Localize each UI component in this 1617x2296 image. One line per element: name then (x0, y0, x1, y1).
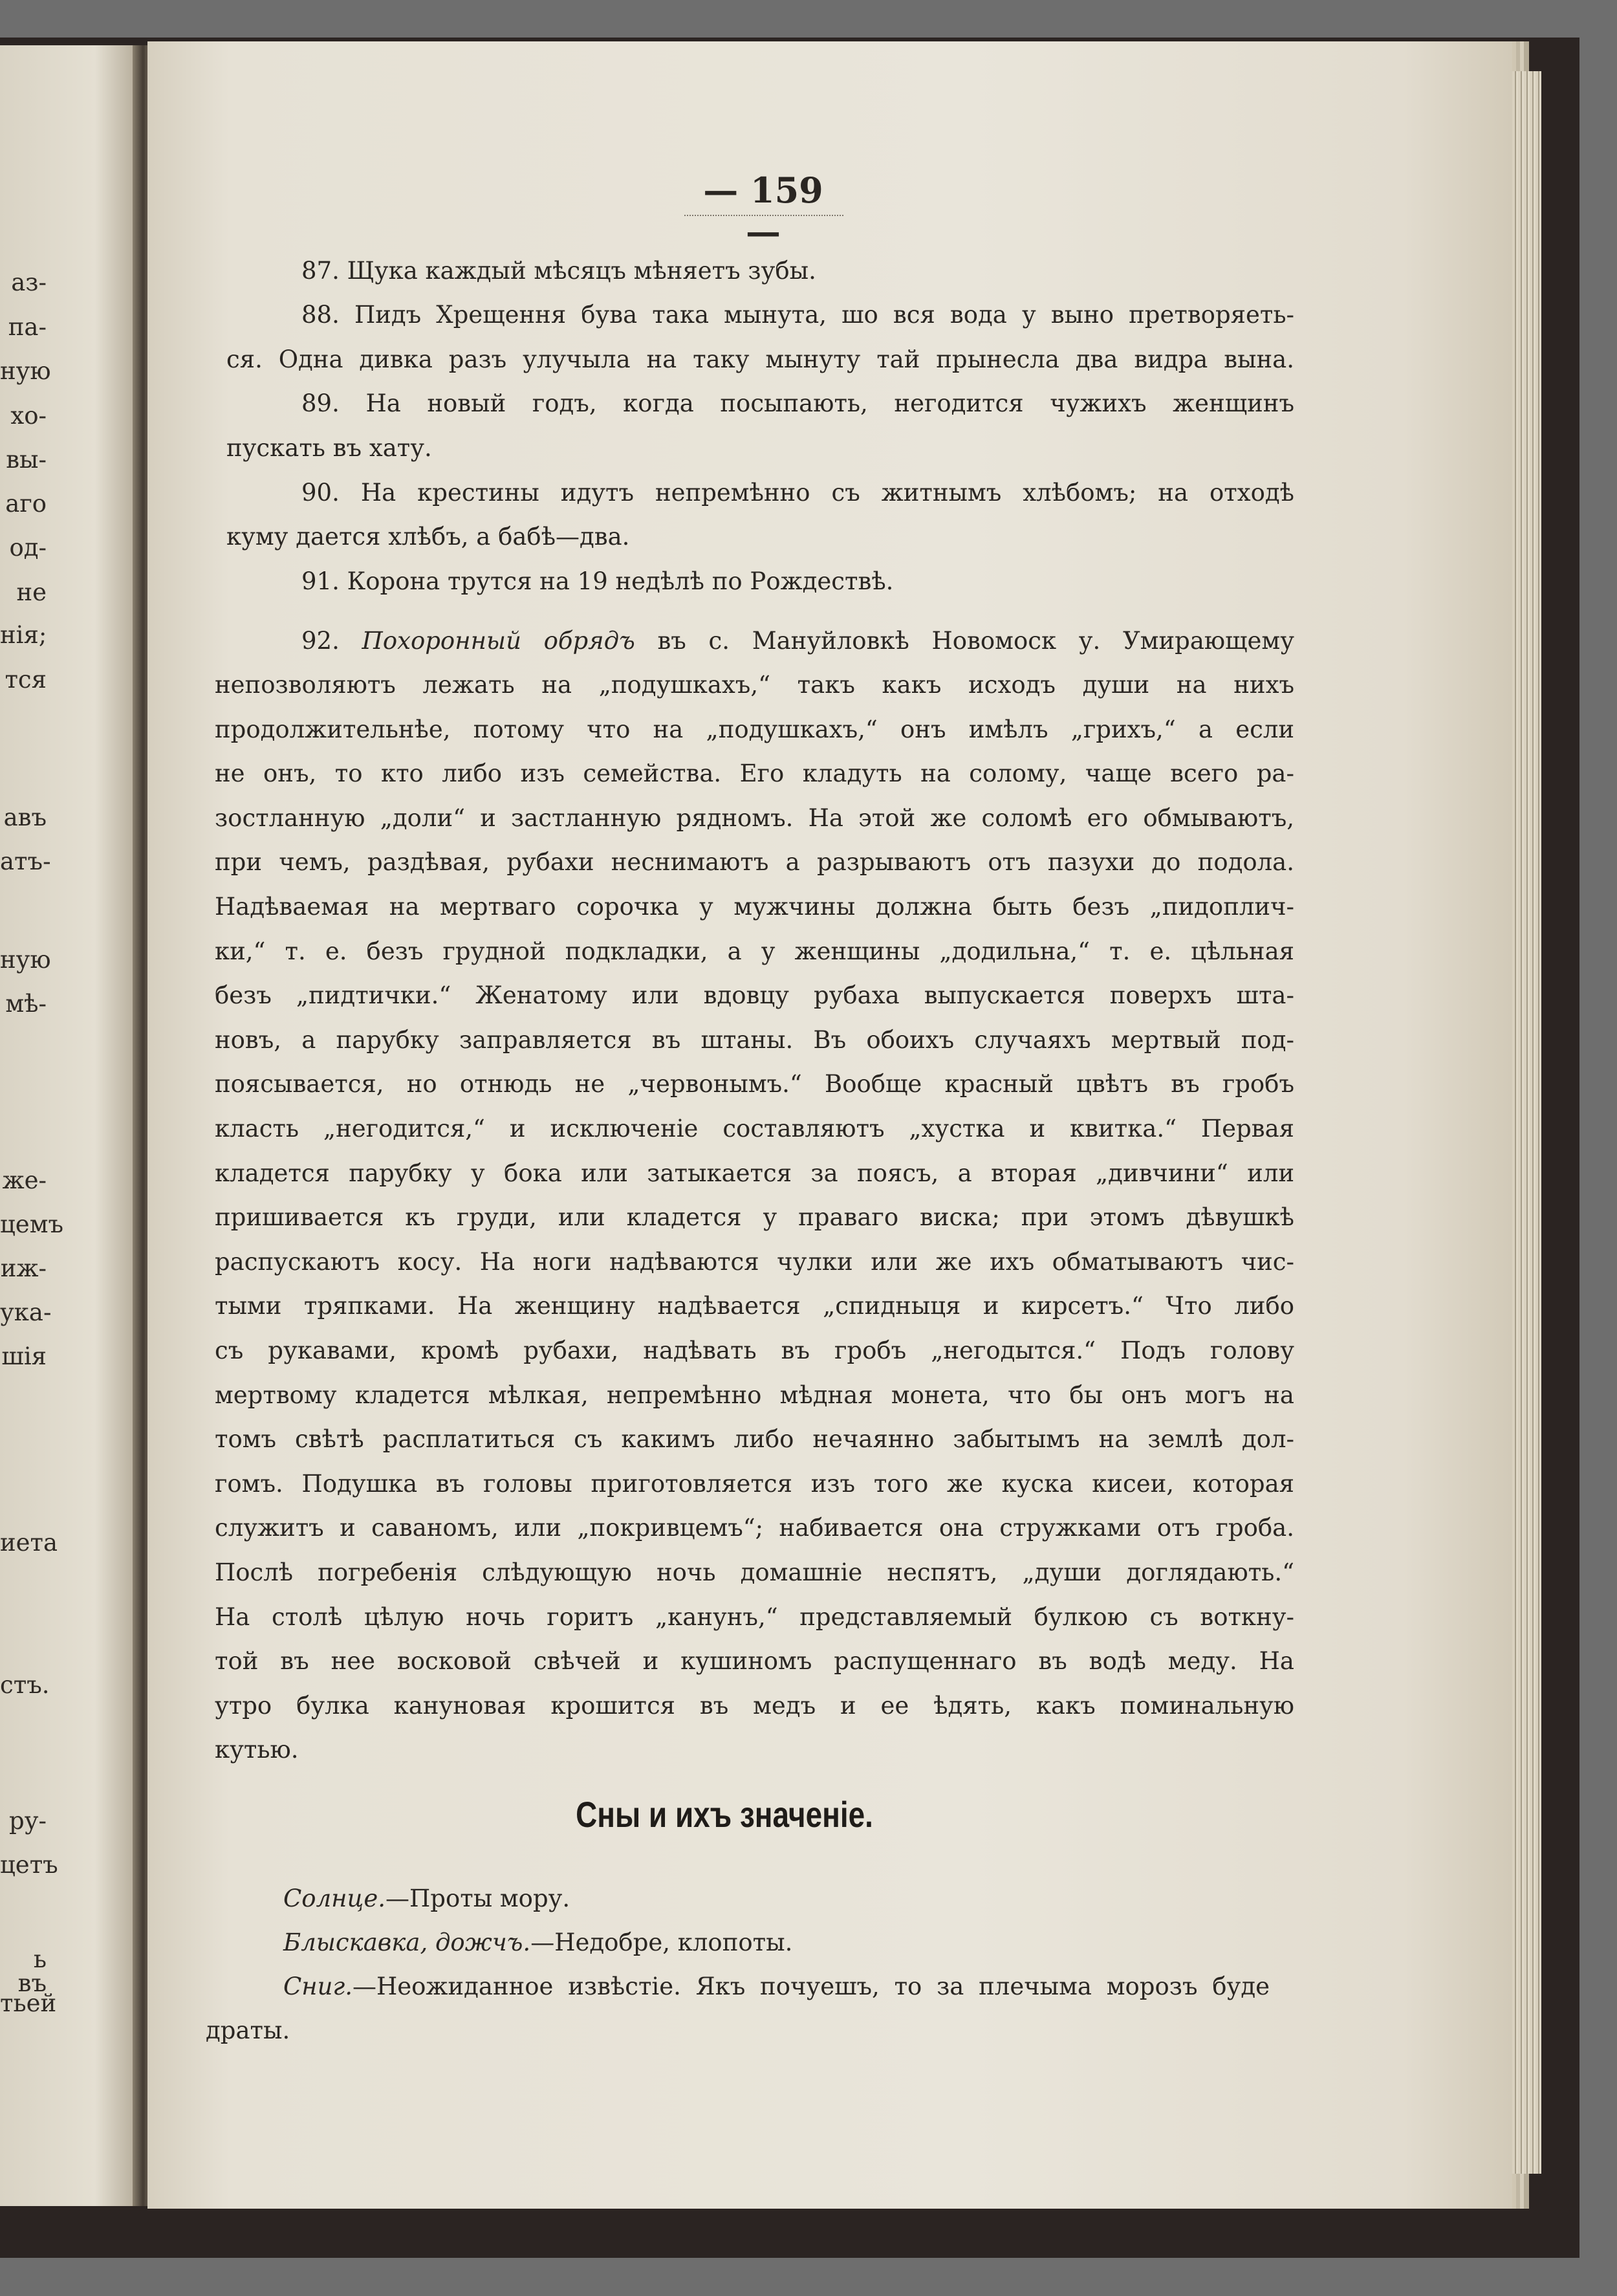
item-line: 87. Щука каждый мѣсяцъ мѣняетъ зубы. (301, 257, 816, 285)
left-page-fragment: шія (1, 1342, 47, 1370)
item-92-line: распускаютъ косу. На ноги надѣваются чулки или же ихъ обматываютъ чис- (215, 1247, 1294, 1276)
item-line: 91. Корона трутся на 19 недѣлѣ по Рождествѣ. (301, 567, 894, 595)
item-92-line: тыми тряпками. На женщину надѣвается „спидныця и кирсетъ.“ Что либо (215, 1292, 1294, 1320)
item-92-number: 92. (301, 627, 340, 655)
item-92-line: поясывается, но отнюдь не „червонымъ.“ Вообще красный цвѣтъ въ гробъ (215, 1070, 1294, 1099)
left-page-fragment: па- (8, 313, 47, 341)
item-line: куму дается хлѣбъ, а бабѣ—два. (226, 523, 630, 551)
item-92-line: при чемъ, раздѣвая, рубахи неснимаютъ а разрываютъ отъ пазухи до подола. (215, 848, 1294, 877)
item-92-line: не онъ, то кто либо изъ семейства. Его кладуть на солому, чаще всего ра- (215, 760, 1294, 788)
item-92-line: томъ свѣтѣ расплатиться съ какимъ либо нечаянно забытымъ на землѣ дол- (215, 1425, 1294, 1454)
item-92-first-line-rest: въ с. Мануйловкѣ Новомоск у. Умирающему (657, 627, 1294, 655)
left-page-fragment: авъ (3, 804, 47, 831)
item-92-line: пришивается къ груди, или кладется у праваго виска; при этомъ дѣвушкѣ (215, 1203, 1294, 1232)
left-page-fragment: иж- (0, 1254, 47, 1282)
left-page-fragment: цемъ (0, 1210, 64, 1238)
item-92-line: безъ „пидтички.“ Женатому или вдовцу рубаха выпускается поверхъ шта- (215, 981, 1294, 1010)
item-92-line: класть „негодится,“ и исключеніе составляютъ „хустка и квитка.“ Первая (215, 1115, 1294, 1143)
dream-entry (283, 1930, 792, 1954)
item-92-line: Послѣ погребенія слѣдующую ночь домашніе неспятъ, „души доглядають.“ (215, 1558, 1294, 1586)
left-page-fragment: тьей (0, 1989, 57, 2017)
left-page-fragment: ь въ (17, 1945, 47, 1997)
page-stack-edges (1512, 71, 1541, 2174)
item-92-line: непозволяютъ лежать на „подушкахъ,“ такъ какъ исходъ души на нихъ (215, 671, 1294, 699)
item-92-line: утро булка кануновая крошится въ медъ и ее ѣдять, какъ поминальную (215, 1691, 1294, 1720)
left-page-fragment: мѣ- (5, 990, 47, 1018)
item-92-line: зостланную „доли“ и застланную рядномъ. На этой же соломѣ его обмываютъ, (215, 804, 1294, 832)
dream-meaning: —Недобре, клопоты. (530, 1929, 793, 1956)
left-page-fragment: же- (2, 1166, 47, 1194)
binding-shadow (146, 45, 147, 2200)
item-line: пускать въ хату. (226, 434, 432, 462)
page-number: — 159 — (703, 169, 823, 252)
item-92-line: Надѣваемая на мертваго сорочка у мужчины должна быть безъ „пидоплич- (215, 893, 1294, 921)
item-92-line: ки,“ т. е. безъ грудной подкладки, а у женщины „додильна,“ т. е. цѣльная (215, 937, 1294, 965)
left-page-fragment: вы- (6, 446, 47, 474)
item-92-line: новъ, а парубку заправляется въ штаны. Въ обоихъ случаяхъ мертвый под- (215, 1025, 1294, 1054)
left-page-fragment: цетъ (0, 1851, 58, 1879)
item-92-line: съ рукавами, кромѣ рубахи, надѣвать въ гробъ „негодытся.“ Подъ голову (215, 1337, 1294, 1364)
item-92-line: кладется парубку у бока или затыкается за поясъ, а вторая „дивчини“ или (215, 1159, 1294, 1187)
dream-continuation: драты. (206, 2017, 290, 2044)
left-page-fragment: не (16, 578, 47, 606)
left-page-fragment: ную (0, 946, 51, 974)
page-number-rule (684, 215, 843, 218)
dream-term: Сниг. (283, 1973, 353, 2000)
item-92-line: служитъ и саваномъ, или „покривцемъ“; набивается она стружками отъ гроба. (215, 1514, 1294, 1542)
item-92-line: На столѣ цѣлую ночь горитъ „канунъ,“ представляемый булкою съ воткну- (215, 1602, 1294, 1631)
dream-entry (283, 1974, 1270, 1998)
left-page-fragment: стъ. (0, 1671, 50, 1699)
dream-meaning: —Неожиданное извѣстіе. Якъ почуешъ, то за плечыма морозъ буде (352, 1973, 1270, 2000)
left-page-fragment: тся (5, 666, 47, 694)
item-92-line: гомъ. Подушка въ головы приготовляется изъ того же куска кисеи, которая (215, 1469, 1294, 1498)
left-page-fragment: хо- (10, 402, 47, 430)
item-92-line: той въ нее восковой свѣчей и кушиномъ распущеннаго въ водѣ меду. На (215, 1647, 1294, 1676)
left-page-fragment: атъ- (0, 847, 51, 875)
left-page-fragment: иета (0, 1529, 58, 1557)
section-heading: Сны и ихъ значеніе. (576, 1794, 873, 1835)
item-line: ся. Одна дивка разъ улучыла на таку мынуту тай прынесла два видра вына. (226, 345, 1294, 373)
item-92-first-line (301, 629, 1294, 653)
left-page-fragment: ную (0, 357, 51, 385)
dream-entry (283, 1886, 570, 1910)
left-page-fragment: нія; (0, 621, 47, 649)
left-page-fragment: ру- (9, 1807, 47, 1835)
dream-meaning: —Проты мору. (385, 1885, 570, 1912)
dream-term: Блыскавка, дожчъ. (283, 1929, 531, 1956)
left-page-fragment: аз- (11, 268, 47, 296)
item-92-line: кутью. (215, 1736, 299, 1764)
item-line: 89. На новый годъ, когда посыпають, негодится чужихъ женщинъ (301, 389, 1294, 417)
item-line: 88. Пидъ Хрещення бува така мынута, шо вся вода у выно претворяеть- (301, 301, 1294, 329)
item-92-italic-title: Похоронный обрядъ (362, 627, 635, 655)
left-page-fragment: ука- (0, 1298, 52, 1326)
item-line: 90. На крестины идутъ непремѣнно съ житнымъ хлѣбомъ; на отходѣ (301, 479, 1294, 507)
item-92-line: продолжительнѣе, потому что на „подушкахъ,“ онъ имѣлъ „грихъ,“ а если (215, 715, 1294, 743)
dream-term: Солнце. (283, 1885, 385, 1912)
left-page-fragment: аго (5, 490, 47, 518)
left-page-fragment: од- (9, 534, 47, 562)
item-92-line: мертвому кладется мѣлкая, непремѣнно мѣдная монета, что бы онъ могъ на (215, 1381, 1294, 1409)
